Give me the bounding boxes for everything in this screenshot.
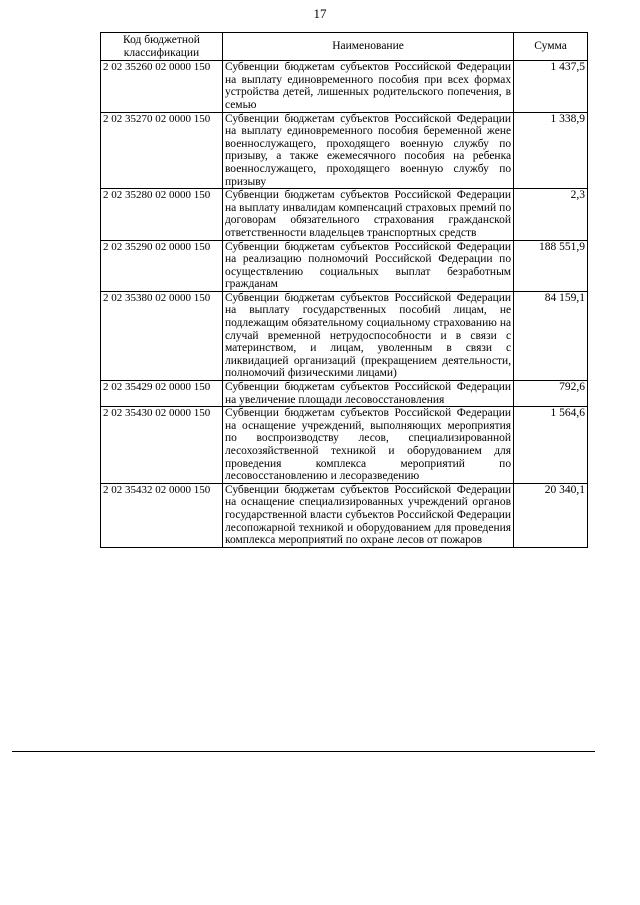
row-code: 2 02 35432 02 0000 150 (101, 483, 223, 547)
budget-table (100, 32, 588, 548)
row-sum: 84 159,1 (514, 291, 588, 380)
row-code: 2 02 35290 02 0000 150 (101, 240, 223, 291)
row-sum: 2,3 (514, 189, 588, 240)
header-code: Код бюджетной классификации (101, 33, 223, 61)
row-name: Субвенции бюджетам субъектов Российской Федерации на оснащение учреждений, выполняющих мероприятия по воспроизводству лесов, специализированной лесохозяйственной техникой и оборудованием для проведения комплекса мероприятий по лесовосстановлению и лесоразведению (222, 407, 513, 484)
row-name: Субвенции бюджетам субъектов Российской Федерации на выплату государственных пособий лицам, не подлежащим обязательному социальному страхованию на случай временной нетрудоспособности и в связи с материнством, и лицам, уволенным в связи с ликвидацией организаций (прекращением деятельности, полномочий физическими лицами) (222, 291, 513, 380)
table-row (101, 407, 588, 484)
row-sum: 188 551,9 (514, 240, 588, 291)
row-code: 2 02 35430 02 0000 150 (101, 407, 223, 484)
row-code: 2 02 35380 02 0000 150 (101, 291, 223, 380)
table-row (101, 240, 588, 291)
row-name: Субвенции бюджетам субъектов Российской Федерации на оснащение специализированных учреждений органов государственной власти субъектов Российской Федерации лесопожарной техникой и оборудованием для проведения комплекса мероприятий по охране лесов от пожаров (222, 483, 513, 547)
row-sum: 20 340,1 (514, 483, 588, 547)
table-row (101, 381, 588, 407)
page-number: 17 (313, 6, 327, 21)
row-name: Субвенции бюджетам субъектов Российской Федерации на выплату инвалидам компенсаций страховых премий по договорам обязательного страхования гражданской ответственности владельцев транспортных средств (222, 189, 513, 240)
row-code: 2 02 35280 02 0000 150 (101, 189, 223, 240)
table-header-row (101, 33, 588, 61)
header-sum: Сумма (514, 33, 588, 61)
table-row (101, 189, 588, 240)
row-code: 2 02 35270 02 0000 150 (101, 112, 223, 189)
header-name: Наименование (222, 33, 513, 61)
row-name: Субвенции бюджетам субъектов Российской Федерации на выплату единовременного пособия при всех формах устройства детей, лишенных родительского попечения, в семью (222, 61, 513, 112)
row-code: 2 02 35260 02 0000 150 (101, 61, 223, 112)
row-sum: 1 564,6 (514, 407, 588, 484)
row-sum: 1 437,5 (514, 61, 588, 112)
row-name: Субвенции бюджетам субъектов Российской Федерации на увеличение площади лесовосстановления (222, 381, 513, 407)
row-code: 2 02 35429 02 0000 150 (101, 381, 223, 407)
row-sum: 1 338,9 (514, 112, 588, 189)
table-row (101, 291, 588, 380)
table-row (101, 483, 588, 547)
row-name: Субвенции бюджетам субъектов Российской Федерации на выплату единовременного пособия беременной жене военнослужащего, проходящего военную службу по призыву, а также ежемесячного пособия на ребенка военнослужащего, проходящего военную службу по призыву (222, 112, 513, 189)
footer-divider (12, 751, 595, 752)
row-sum: 792,6 (514, 381, 588, 407)
table-row (101, 112, 588, 189)
table-row (101, 61, 588, 112)
row-name: Субвенции бюджетам субъектов Российской Федерации на реализацию полномочий Российской Федерации по осуществлению социальных выплат безработным гражданам (222, 240, 513, 291)
